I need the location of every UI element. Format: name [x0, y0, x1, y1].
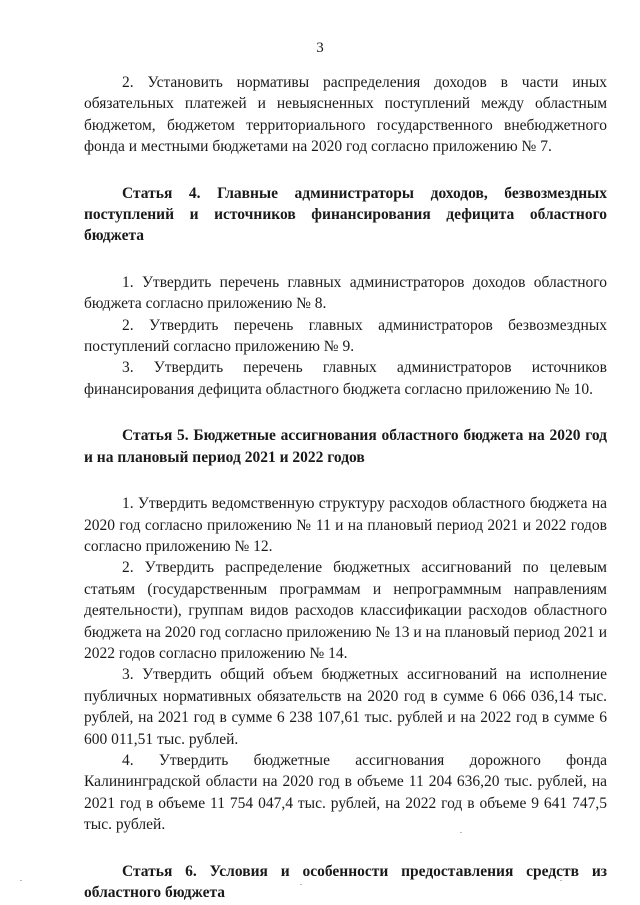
article-5-heading: Статья 5. Бюджетные ассигнования областного бюджета на 2020 год и на плановый период 2021 и 2022 годов — [84, 427, 607, 466]
article-5-item-3: 3. Утвердить общий объем бюджетных ассигнований на исполнение публичных нормативных обязательств на 2020 год в сумме 6 066 036,14 тыс. рублей, на 2021 год в сумме 6 238 107,61 тыс. рублей и на 2022 год в сумме 6 600 011,51 тыс. рублей. — [84, 666, 607, 748]
article-4-item-1: 1. Утвердить перечень главных администраторов доходов областного бюджета согласно приложению № 8. — [84, 273, 607, 313]
scan-speck — [300, 884, 302, 885]
scan-speck — [460, 832, 462, 833]
paragraph-norms: 2. Установить нормативы распределения доходов в части иных обязательных платежей и невыясненных поступлений между областным бюджетом, бюджетом территориального государственного внебюджетного фонда и местными бюджетами на 2020 год согласно приложению № 7. — [84, 74, 607, 156]
page-number: 3 — [316, 40, 324, 56]
article-5-item-1: 1. Утвердить ведомственную структуру расходов областного бюджета на 2020 год согласно приложению № 11 и на плановый период 2021 и 2022 годов согласно приложению № 12. — [84, 495, 607, 555]
article-5-item-4: 4. Утвердить бюджетные ассигнования дорожного фонда Калининградской области на 2020 год в объеме 11 204 636,20 тыс. рублей, на 2021 год в объеме 11 754 047,4 тыс. рублей, на 2022 год в объеме 9 641 747,5 тыс. рублей. — [84, 751, 607, 834]
document-body — [84, 72, 607, 903]
article-4-item-3: 3. Утвердить перечень главных администраторов источников финансирования дефицита областного бюджета согласно приложению № 10. — [84, 359, 607, 398]
article-6-heading: Статья 6. Условия и особенности предоставления средств из областного бюджета — [84, 862, 607, 901]
article-5-item-2: 2. Утвердить распределение бюджетных ассигнований по целевым статьям (государственным программам и непрограммным направлениям деятельности), группам видов расходов классификации расходов областного бюджета на 2020 год согласно приложению № 13 и на плановый период 2021 и 2022 годов согласно приложению № 14. — [84, 559, 607, 662]
article-4-heading: Статья 4. Главные администраторы доходов, безвозмездных поступлений и источников финансирования дефицита областного бюджета — [84, 184, 607, 245]
scan-speck — [560, 880, 562, 881]
scan-speck — [20, 880, 22, 881]
article-4-item-2: 2. Утвердить перечень главных администраторов безвозмездных поступлений согласно приложению № 9. — [84, 316, 607, 356]
